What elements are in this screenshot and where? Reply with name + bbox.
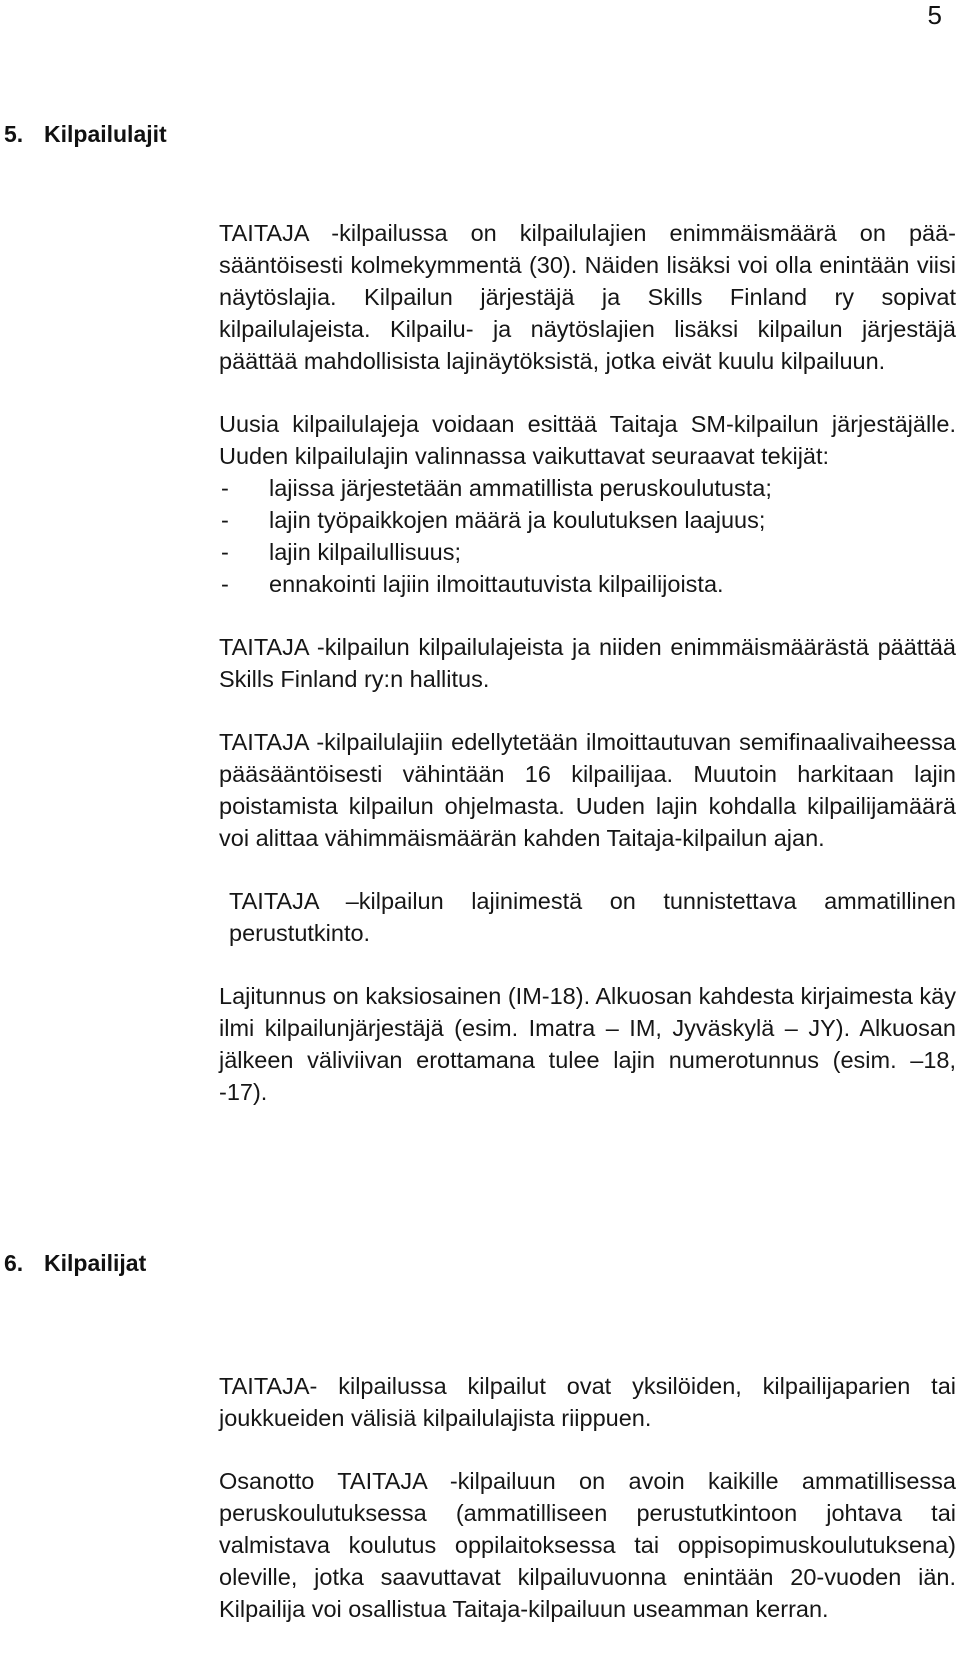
list-item: - lajissa järjestetään ammatillista peruskoulutusta; <box>219 472 956 504</box>
paragraph: Lajitunnus on kaksiosainen (IM-18). Alkuosan kahdesta kirjaimesta käy ilmi kilpailunjärjestäjä (esim. Imatra – IM, Jyväskylä – JY). Alkuosan jälkeen väliviivan erottamana tulee lajin numerotunnus (esim. –18, -17). <box>219 983 956 1105</box>
paragraph: Uusia kilpailulajeja voidaan esittää Taitaja SM-kilpailun järjestäjälle. Uuden kilpailulajin valinnassa vaikuttavat seuraavat tekijät: <box>219 411 956 469</box>
list-item: - lajin kilpailullisuus; <box>219 536 956 568</box>
section-6-body <box>219 1370 956 1625</box>
paragraph: TAITAJA -kilpailun kilpailulajeista ja niiden enimmäismäärästä päättää Skills Finland ry:n hallitus. <box>219 634 956 692</box>
list-item: - ennakointi lajiin ilmoittautuvista kilpailijoista. <box>219 568 956 600</box>
page-number: 5 <box>927 0 942 30</box>
paragraph: TAITAJA -kilpailussa on kilpailulajien enimmäismäärä on pääsääntöisesti kolmekymmentä (30). Näiden lisäksi voi olla enintään viisi näytöslajia. Kilpailun järjestäjä ja Skills Finland ry sopivat kilpailulajeista. Kilpailu- ja näytöslajien lisäksi kilpailun järjestäjä päättää mahdollisista lajinäytöksistä, jotka eivät kuulu kilpailuun. <box>219 220 956 374</box>
criteria-list <box>219 472 956 600</box>
section-6-heading <box>4 1252 146 1275</box>
list-item: - lajin työpaikkojen määrä ja koulutuksen laajuus; <box>219 504 956 536</box>
paragraph: TAITAJA- kilpailussa kilpailut ovat yksilöiden, kilpailijaparien tai joukkueiden välisiä kilpailulajista riippuen. <box>219 1373 956 1431</box>
section-6-title: Kilpailijat <box>44 1250 147 1276</box>
section-6-number: 6. <box>4 1250 24 1276</box>
section-5-title: Kilpailulajit <box>44 121 167 147</box>
paragraph: TAITAJA –kilpailun lajinimestä on tunnistettava ammatillinen perustutkinto. <box>229 888 956 946</box>
section-5-heading <box>4 123 167 146</box>
paragraph: Osanotto TAITAJA -kilpailuun on avoin kaikille ammatillisessa peruskoulutuksessa (ammatilliseen perustutkintoon johtava tai valmistava koulutus oppilaitoksessa tai oppisopimuskoulutuksena) oleville, jotka saavuttavat kilpailuvuonna enintään 20-vuoden iän. Kilpailija voi osallistua Taitaja-kilpailuun useamman kerran. <box>219 1468 956 1622</box>
section-5-number: 5. <box>4 121 24 147</box>
section-5-body <box>219 217 956 1108</box>
paragraph: TAITAJA -kilpailulajiin edellytetään ilmoittautuvan semifinaalivaiheessa pääsääntöisesti vähintään 16 kilpailijaa. Muutoin harkitaan lajin poistamista kilpailun ohjelmasta. Uuden lajin kohdalla kilpailijamäärä voi alittaa vähimmäismäärän kahden Taitaja-kilpailun ajan. <box>219 729 956 851</box>
